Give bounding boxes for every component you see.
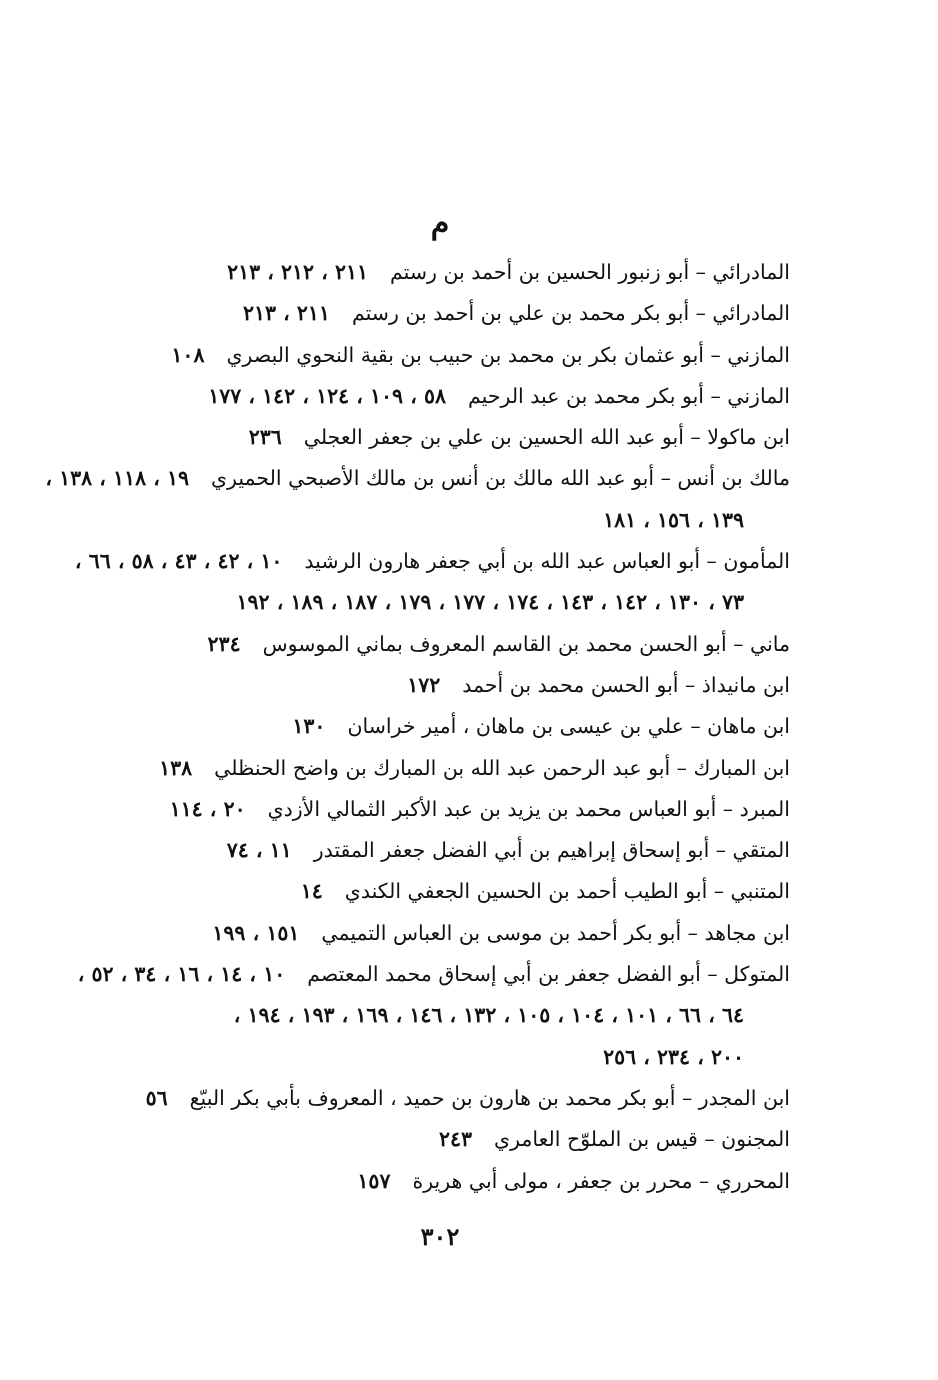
entry-pages-continued: ٦٤ ، ٦٦ ، ١٠١ ، ١٠٤ ، ١٠٥ ، ١٣٢ ، ١٤٦ ، ١٦٩ ، ١٩٣ ، ١٩٤ ،: [233, 1003, 744, 1028]
entry-pages: ٢١١ ، ٢١٣: [242, 301, 330, 326]
index-entry: [45, 458, 790, 541]
entry-name: ماني – أبو الحسن محمد بن القاسم المعروف بماني الموسوس: [262, 631, 790, 656]
index-list: [45, 252, 790, 1202]
section-letter: م: [430, 206, 450, 241]
index-entry: [100, 789, 790, 830]
page-number: ٣٠٢: [420, 1222, 460, 1251]
entry-name: المبرد – أبو العباس محمد بن يزيد بن عبد الأكبر الثمالي الأزدي: [267, 796, 790, 821]
index-entry: [100, 335, 790, 376]
entry-name: المجنون – قيس بن الملوّح العامري: [494, 1127, 790, 1152]
entry-pages: ٢٣٦: [248, 425, 282, 450]
index-entry: [100, 706, 790, 747]
entry-pages: ١٤: [300, 879, 323, 904]
index-entry: [100, 1078, 790, 1119]
entry-pages: ٢٠ ، ١١٤: [169, 796, 246, 821]
entry-pages: ١٠ ، ٤٢ ، ٤٣ ، ٥٨ ، ٦٦ ،: [74, 549, 283, 574]
entry-pages-continued: ١٣٩ ، ١٥٦ ، ١٨١: [603, 507, 744, 532]
entry-pages-continued: ٢٠٠ ، ٢٣٤ ، ٢٥٦: [603, 1044, 744, 1069]
entry-name: ابن مانيداذ – أبو الحسن محمد بن أحمد: [462, 672, 790, 697]
entry-name: المتنبي – أبو الطيب أحمد بن الحسين الجعفي الكندي: [344, 879, 790, 904]
entry-name: ابن ماكولا – أبو عبد الله الحسين بن علي بن جعفر العجلي: [303, 425, 790, 450]
entry-name: مالك بن أنس – أبو عبد الله مالك بن أنس بن مالك الأصبحي الحميري: [211, 466, 790, 491]
entry-name: المتوكل – أبو الفضل جعفر بن أبي إسحاق محمد المعتصم: [307, 962, 790, 987]
entry-name: المحرري – محرر بن جعفر ، مولى أبي هريرة: [412, 1168, 790, 1193]
entry-name: المتقي – أبو إسحاق إبراهيم بن أبي الفضل جعفر المقتدر: [313, 838, 790, 863]
index-entry: [100, 665, 790, 706]
entry-name: المادرائي – أبو زنبور الحسين بن أحمد بن رستم: [390, 260, 790, 284]
entry-name: ابن ماهان – علي بن عيسى بن ماهان ، أمير خراسان: [347, 714, 790, 739]
entry-pages: ١٣٨: [159, 755, 193, 780]
entry-name: المأمون – أبو العباس عبد الله بن أبي جعفر هارون الرشيد: [304, 549, 790, 574]
index-entry: [100, 293, 790, 334]
index-entry: [74, 541, 790, 624]
index-entry: [100, 871, 790, 912]
entry-pages: ٢٤٣: [439, 1127, 473, 1152]
index-entry: [100, 252, 790, 293]
entry-pages: ٢١١ ، ٢١٢ ، ٢١٣: [227, 260, 369, 284]
entry-pages: ٥٦: [145, 1085, 168, 1110]
index-entry: [100, 376, 790, 417]
index-entry: [77, 954, 790, 1078]
entry-name: ابن مجاهد – أبو بكر أحمد بن موسى بن العباس التميمي: [321, 920, 790, 945]
entry-pages: ١٠٨: [171, 342, 205, 367]
index-entry: [100, 1161, 790, 1202]
entry-pages: ١٥١ ، ١٩٩: [212, 920, 300, 945]
entry-pages: ١٥٧: [357, 1168, 391, 1193]
entry-pages: ٢٣٤: [207, 631, 241, 656]
entry-pages: ١١ ، ٧٤: [226, 838, 292, 863]
entry-pages: ١٠ ، ١٤ ، ١٦ ، ٣٤ ، ٥٢ ،: [77, 962, 286, 987]
index-entry: [100, 624, 790, 665]
entry-pages: ٥٨ ، ١٠٩ ، ١٢٤ ، ١٤٢ ، ١٧٧: [208, 383, 446, 408]
entry-pages: ١٣٠: [292, 714, 326, 739]
index-entry: [100, 417, 790, 458]
entry-name: ابن المجدر – أبو بكر محمد بن هارون بن حميد ، المعروف بأبي بكر البيّع: [189, 1085, 790, 1110]
index-entry: [100, 830, 790, 871]
entry-name: المازني – أبو بكر محمد بن عبد الرحيم: [468, 383, 790, 408]
index-entry: [100, 913, 790, 954]
entry-name: ابن المبارك – أبو عبد الرحمن عبد الله بن المبارك بن واضح الحنظلي: [214, 755, 790, 780]
entry-pages-continued: ٧٣ ، ١٣٠ ، ١٤٢ ، ١٤٣ ، ١٧٤ ، ١٧٧ ، ١٧٩ ، ١٨٧ ، ١٨٩ ، ١٩٢: [236, 590, 744, 615]
entry-pages: ١٩ ، ١١٨ ، ١٣٨ ،: [45, 466, 190, 491]
index-entry: [100, 748, 790, 789]
entry-name: المازني – أبو عثمان بكر بن محمد بن حبيب بن بقية النحوي البصري: [226, 342, 790, 367]
index-entry: [100, 1119, 790, 1160]
entry-name: المادرائي – أبو بكر محمد بن علي بن أحمد بن رستم: [351, 301, 790, 326]
entry-pages: ١٧٢: [407, 672, 441, 697]
